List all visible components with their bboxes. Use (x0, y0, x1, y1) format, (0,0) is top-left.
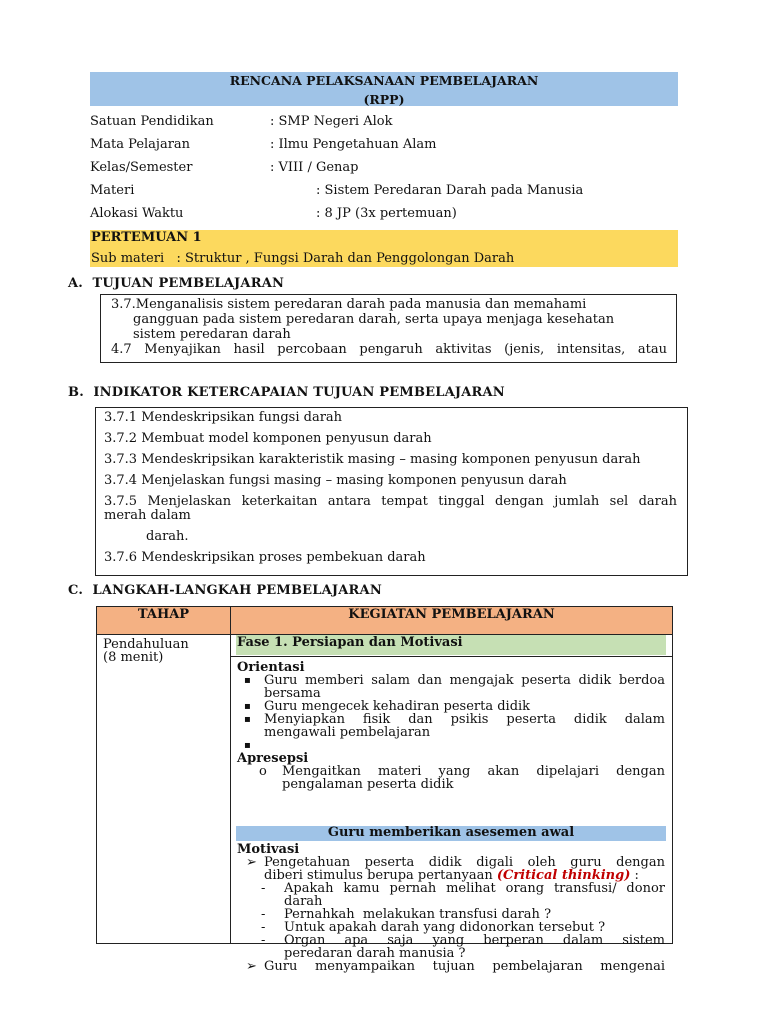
question-item-cont: darah (284, 894, 323, 909)
info-label-kelas: Kelas/Semester (90, 160, 193, 175)
document-subtitle: (RPP) (363, 92, 405, 107)
question-item: Organ apa saja yang berperan dalam sistem (284, 933, 665, 948)
list-item: Pengetahuan peserta didik digali oleh guru dengan (264, 855, 665, 870)
document-title-banner (90, 72, 678, 106)
indicator-item: 3.7.6 Mendeskripsikan proses pembekuan darah (104, 550, 426, 565)
list-item: Guru mengecek kehadiran peserta didik (264, 699, 531, 714)
stage-duration: (8 menit) (103, 650, 164, 665)
indicator-item: 3.7.2 Membuat model komponen penyusun darah (104, 431, 432, 446)
orientation-heading: Orientasi (237, 660, 305, 675)
list-item: Menyiapkan fisik dan psikis peserta didik dalam (264, 712, 665, 727)
meeting-submateri: Sub materi : Struktur , Fungsi Darah dan Penggolongan Darah (91, 251, 515, 266)
critical-thinking-label: (Critical thinking) (496, 868, 631, 883)
objective-2-line1: 4.7 Menyajikan hasil percobaan pengaruh aktivitas (jenis, intensitas, atau (111, 342, 667, 357)
column-header-tahap: TAHAP (97, 607, 231, 635)
list-item-cont: pengalaman peserta didik (282, 777, 454, 792)
info-value-materi: : Sistem Peredaran Darah pada Manusia (316, 183, 584, 198)
colon: : (634, 868, 639, 883)
bullet-square-icon: ▪ (244, 701, 251, 712)
section-b-heading: B. INDIKATOR KETERCAPAIAN TUJUAN PEMBELAJARAN (68, 385, 505, 400)
objectives-box (100, 294, 677, 363)
indicators-box (95, 407, 688, 576)
motivation-heading: Motivasi (237, 842, 300, 857)
list-item: Guru menyampaikan tujuan pembelajaran mengenai (264, 959, 665, 974)
list-item-cont: bersama (264, 686, 321, 701)
dash-bullet: - (261, 907, 266, 922)
info-value-kelas: : VIII / Genap (270, 160, 359, 175)
column-header-kegiatan: KEGIATAN PEMBELAJARAN (231, 607, 673, 635)
bullet-square-icon: ▪ (244, 740, 251, 751)
question-item-cont: peredaran darah manusia ? (284, 946, 466, 961)
bullet-square-icon: ▪ (244, 714, 251, 725)
dash-bullet: - (261, 920, 266, 935)
indicator-item: 3.7.3 Mendeskripsikan karakteristik masing – masing komponen penyusun darah (104, 452, 641, 467)
document-title: RENCANA PELAKSANAAN PEMBELAJARAN (229, 73, 539, 88)
meeting-title: PERTEMUAN 1 (91, 230, 202, 245)
question-intro: diberi stimulus berupa pertanyaan (264, 868, 493, 883)
arrow-bullet-icon: ➢ (246, 855, 257, 870)
info-label-satuan: Satuan Pendidikan (90, 114, 214, 129)
indicator-item-cont: darah. (146, 529, 189, 544)
divider (231, 656, 672, 657)
list-item: Mengaitkan materi yang akan dipelajari dengan (282, 764, 665, 779)
list-item: Guru memberi salam dan mengajak peserta didik berdoa (264, 673, 665, 688)
question-item: Apakah kamu pernah melihat orang transfusi/ donor (284, 881, 665, 896)
question-item: Pernahkah melakukan transfusi darah ? (284, 907, 552, 922)
objective-1-line1: 3.7.Menganalisis sistem peredaran darah pada manusia dan memahami (111, 297, 587, 312)
arrow-bullet-icon: ➢ (246, 959, 257, 974)
steps-table (96, 606, 673, 974)
stage-cell (97, 635, 231, 944)
phase-header: Fase 1. Persiapan dan Motivasi (236, 635, 666, 655)
indicator-item: 3.7.4 Menjelaskan fungsi masing – masing komponen penyusun darah (104, 473, 567, 488)
activity-cell (231, 635, 673, 974)
indicator-item-cont: merah dalam (104, 508, 191, 523)
dash-bullet: - (261, 881, 266, 896)
info-label-materi: Materi (90, 183, 135, 198)
bullet-square-icon: ▪ (244, 675, 251, 686)
objective-1-line3: sistem peredaran darah (133, 327, 291, 342)
section-c-heading: C. LANGKAH-LANGKAH PEMBELAJARAN (68, 583, 382, 598)
stage-name: Pendahuluan (103, 637, 189, 652)
info-value-alokasi: : 8 JP (3x pertemuan) (316, 206, 457, 221)
meeting-banner (90, 230, 678, 267)
bullet-circle-icon: o (259, 764, 267, 779)
indicator-item: 3.7.1 Mendeskripsikan fungsi darah (104, 410, 343, 425)
assessment-banner: Guru memberikan asesemen awal (236, 826, 666, 841)
apperception-heading: Apresepsi (237, 751, 309, 766)
question-item: Untuk apakah darah yang didonorkan tersebut ? (284, 920, 606, 935)
info-label-alokasi: Alokasi Waktu (90, 206, 184, 221)
dash-bullet: - (261, 933, 266, 948)
info-value-satuan: : SMP Negeri Alok (270, 114, 393, 129)
indicator-item: 3.7.5 Menjelaskan keterkaitan antara tempat tinggal dengan jumlah sel darah (104, 494, 677, 509)
info-value-mapel: : Ilmu Pengetahuan Alam (270, 137, 437, 152)
section-a-heading: A. TUJUAN PEMBELAJARAN (68, 276, 285, 291)
list-item-cont: mengawali pembelajaran (264, 725, 431, 740)
info-label-mapel: Mata Pelajaran (90, 137, 191, 152)
objective-1-line2: gangguan pada sistem peredaran darah, serta upaya menjaga kesehatan (133, 312, 615, 327)
